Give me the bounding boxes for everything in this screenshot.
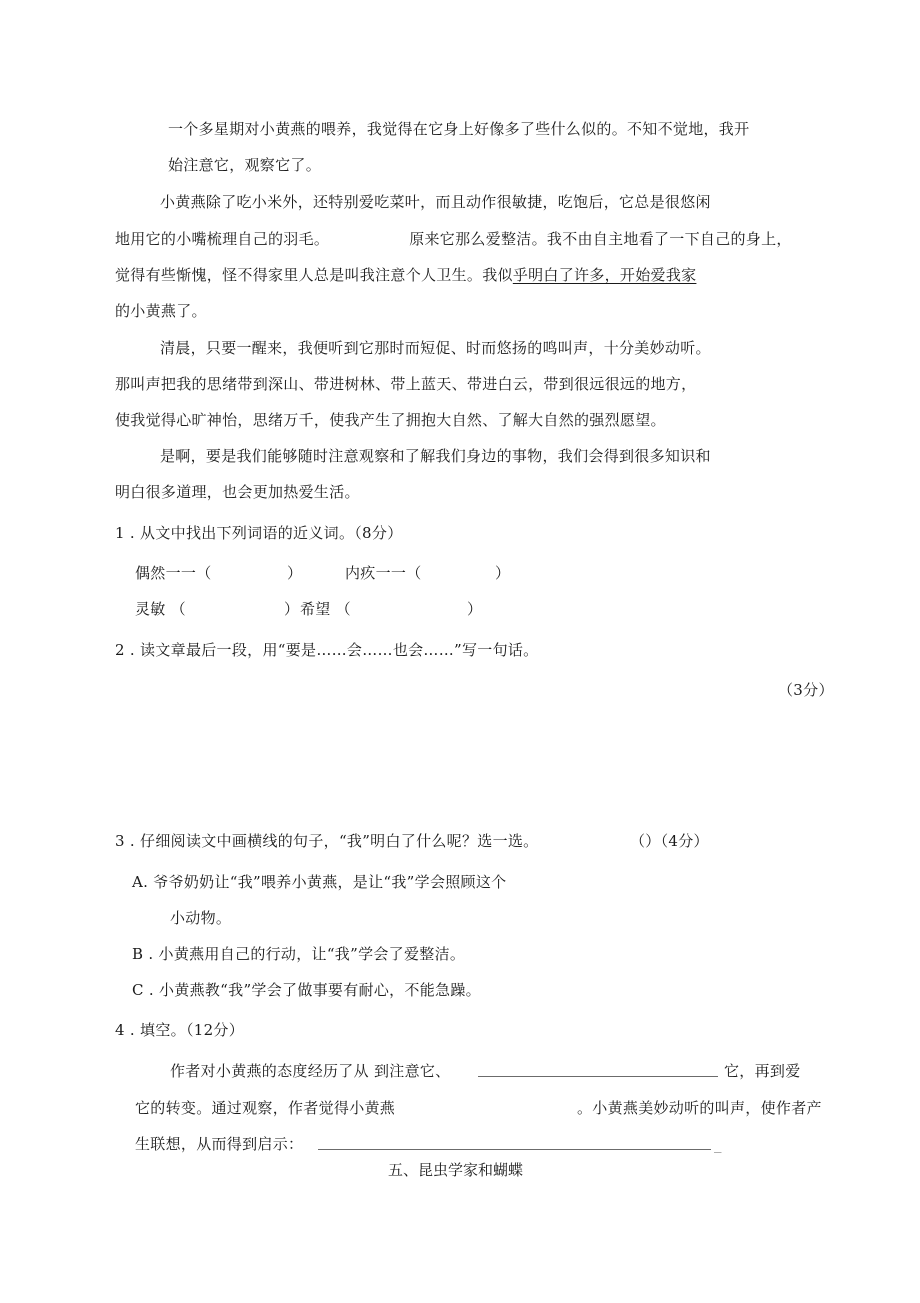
q1-word-4-close: ）: [467, 600, 483, 618]
q1-word-2-label: 内疚一一（: [345, 564, 422, 582]
underlined-sentence: 乎明白了许多，开始爱我家: [512, 266, 697, 284]
q4-line2-part2: 。小黄燕美妙动听的叫声，使作者产: [577, 1099, 822, 1117]
q4-line3-underscore: _: [714, 1135, 722, 1153]
question-3-paren-score: （）（4分）: [630, 832, 709, 850]
passage-p2-line3-part1: 觉得有些惭愧，怪不得家里人总是叫我注意个人卫生。我似: [115, 266, 513, 284]
q4-line1-part2: 它，再到爱: [724, 1062, 801, 1080]
q1-word-2-close: ）: [495, 564, 511, 582]
question-1-title: 1 . 从文中找出下列词语的近义词。（8分）: [115, 524, 403, 542]
q1-word-1-close: ）: [287, 564, 303, 582]
section-five-heading: 五、昆虫学家和蝴蝶: [388, 1161, 524, 1179]
passage-p3-line3: 使我觉得心旷神怡，思绪万千，使我产生了拥抱大自然、了解大自然的强烈愿望。: [115, 411, 666, 429]
q3-option-a-line2: 小动物。: [170, 909, 232, 927]
passage-p1-line1: 一个多星期对小黄燕的喂养，我觉得在它身上好像多了些什么似的。不知不觉地，我开: [168, 120, 750, 138]
question-2-score: （3分）: [778, 681, 834, 699]
q3-option-a-line1: A. 爷爷奶奶让“我”喂养小黄燕，是让“我”学会照顾这个: [132, 873, 507, 891]
passage-p3-line2: 那叫声把我的思绪带到深山、带进树林、带上蓝天、带进白云，带到很远很远的地方，: [115, 375, 697, 393]
q4-line1-part1: 作者对小黄燕的态度经历了从 到注意它、: [170, 1062, 451, 1080]
q3-option-c: C . 小黄燕教“我”学会了做事要有耐心，不能急躁。: [132, 981, 481, 999]
q1-word-3-label: 灵敏 （: [135, 600, 186, 618]
question-4-title: 4 . 填空。（12分）: [115, 1021, 245, 1039]
passage-p2-line4: 的小黄燕了。: [115, 302, 207, 320]
q4-blank-1[interactable]: [478, 1062, 718, 1077]
passage-p1-line2: 始注意它，观察它了。: [168, 156, 322, 174]
passage-p2-line3: [115, 265, 696, 285]
passage-p2-line2: [115, 229, 792, 249]
question-3-title: 3 . 仔细阅读文中画横线的句子，“我”明白了什么呢？选一选。: [115, 832, 539, 850]
q4-line3-part1: 生联想，从而得到启示：: [135, 1135, 304, 1153]
q1-word-4-label: 希望 （: [300, 600, 351, 618]
q4-line2-part1: 它的转变。通过观察，作者觉得小黄燕: [135, 1099, 396, 1117]
question-2-title: 2 . 读文章最后一段，用“要是……会……也会……”写一句话。: [115, 641, 539, 659]
q4-blank-2[interactable]: [418, 1099, 568, 1114]
passage-p4-line2: 明白很多道理，也会更加热爱生活。: [115, 483, 360, 501]
q1-word-1-label: 偶然一一（: [135, 564, 212, 582]
passage-p2-line2-part1: 地用它的小嘴梳理自己的羽毛。: [115, 230, 330, 248]
q4-blank-3[interactable]: [318, 1135, 711, 1150]
passage-p2-line1: 小黄燕除了吃小米外，还特别爱吃菜叶，而且动作很敏捷，吃饱后，它总是很悠闲: [160, 193, 711, 211]
q1-word-3-close: ）: [284, 600, 300, 618]
passage-p2-line2-part2: 原来它那么爱整洁。我不由自主地看了一下自己的身上，: [409, 230, 792, 248]
q3-option-b: B . 小黄燕用自己的行动，让“我”学会了爱整洁。: [132, 945, 466, 963]
passage-p3-line1: 清晨，只要一醒来，我便听到它那时而短促、时而悠扬的鸣叫声，十分美妙动听。: [160, 339, 711, 357]
passage-p4-line1: 是啊，要是我们能够随时注意观察和了解我们身边的事物，我们会得到很多知识和: [160, 447, 711, 465]
